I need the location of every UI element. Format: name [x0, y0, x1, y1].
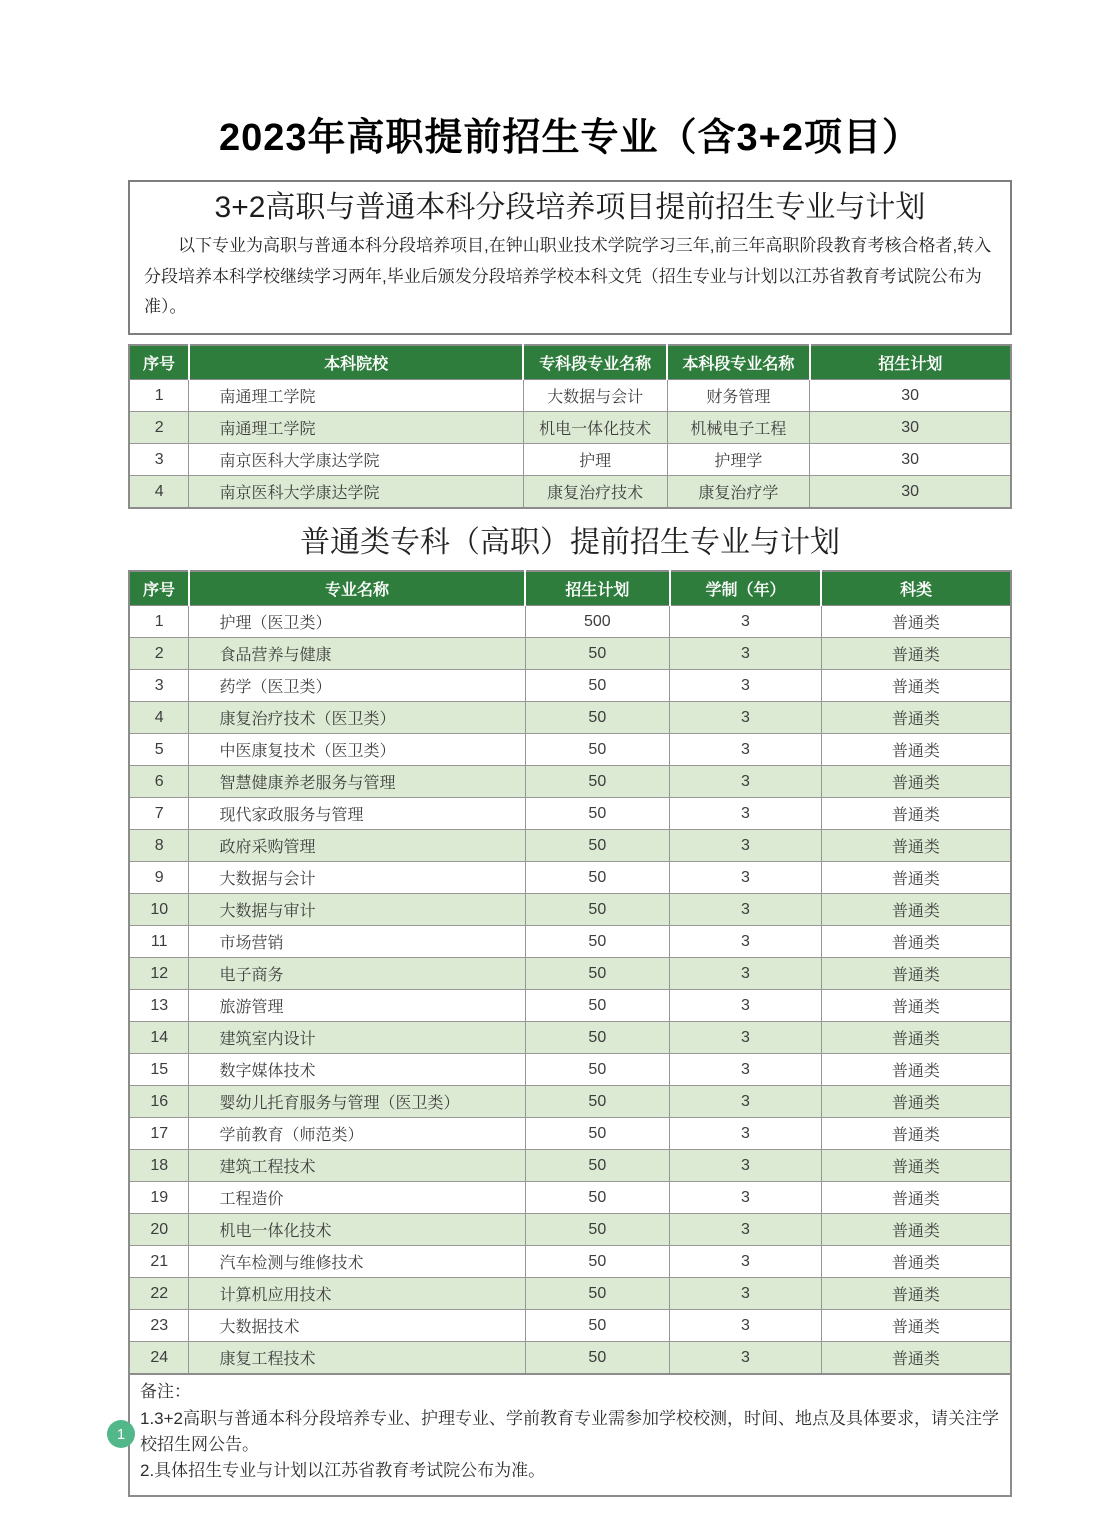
table-cell: 50: [525, 638, 670, 670]
table-cell: 500: [525, 606, 670, 638]
table-cell: 南京医科大学康达学院: [189, 444, 523, 476]
table-cell: 市场营销: [189, 926, 525, 958]
table-cell: 政府采购管理: [189, 830, 525, 862]
column-header: 序号: [129, 571, 189, 606]
table-cell: 普通类: [821, 670, 1011, 702]
table-cell: 普通类: [821, 606, 1011, 638]
table-cell: 建筑工程技术: [189, 1150, 525, 1182]
table-cell: 普通类: [821, 894, 1011, 926]
table-cell: 大数据与审计: [189, 894, 525, 926]
table-row: [129, 1278, 1011, 1310]
page-number-badge: [107, 1420, 135, 1448]
table-cell: 普通类: [821, 1182, 1011, 1214]
table-row: [129, 1086, 1011, 1118]
table-cell: 20: [129, 1214, 189, 1246]
table-cell: 普通类: [821, 1342, 1011, 1375]
table-cell: 1: [129, 606, 189, 638]
table-row: [129, 1118, 1011, 1150]
table-cell: 3: [670, 1310, 822, 1342]
table-row: [129, 734, 1011, 766]
table-cell: 10: [129, 894, 189, 926]
table-cell: 30: [810, 476, 1011, 509]
notes-box: [128, 1375, 1012, 1496]
table-cell: 50: [525, 1054, 670, 1086]
table-row: [129, 926, 1011, 958]
page-content: [128, 0, 1012, 1497]
section1-heading: 3+2高职与普通本科分段培养项目提前招生专业与计划: [214, 190, 926, 224]
table-cell: 食品营养与健康: [189, 638, 525, 670]
table-cell: 3: [670, 926, 822, 958]
table-cell: 50: [525, 830, 670, 862]
table-cell: 3: [670, 734, 822, 766]
table-cell: 12: [129, 958, 189, 990]
table-cell: 3: [670, 990, 822, 1022]
table-row: [129, 1182, 1011, 1214]
table-cell: 50: [525, 670, 670, 702]
table-cell: 工程造价: [189, 1182, 525, 1214]
table-cell: 14: [129, 1022, 189, 1054]
table-row: [129, 412, 1011, 444]
table-cell: 16: [129, 1086, 189, 1118]
table-cell: 50: [525, 1310, 670, 1342]
section-3plus2-box: [128, 180, 1012, 336]
table-cell: 建筑室内设计: [189, 1022, 525, 1054]
table-cell: 4: [129, 476, 189, 509]
table-row: [129, 1342, 1011, 1375]
column-header: 专科段专业名称: [523, 345, 667, 380]
column-header: 序号: [129, 345, 189, 380]
table-row: [129, 476, 1011, 509]
table-cell: 普通类: [821, 638, 1011, 670]
table-cell: 21: [129, 1246, 189, 1278]
table-cell: 普通类: [821, 958, 1011, 990]
table-cell: 婴幼儿托育服务与管理（医卫类）: [189, 1086, 525, 1118]
table-cell: 3: [670, 766, 822, 798]
table-cell: 普通类: [821, 1022, 1011, 1054]
table-cell: 康复治疗学: [667, 476, 810, 509]
table-cell: 3: [670, 1118, 822, 1150]
table-cell: 普通类: [821, 1310, 1011, 1342]
table-cell: 3: [670, 1214, 822, 1246]
table-cell: 普通类: [821, 1150, 1011, 1182]
table-cell: 普通类: [821, 1278, 1011, 1310]
table-cell: 3: [670, 894, 822, 926]
table-cell: 50: [525, 1086, 670, 1118]
table-cell: 南京医科大学康达学院: [189, 476, 523, 509]
table-cell: 南通理工学院: [189, 412, 523, 444]
table-cell: 护理（医卫类）: [189, 606, 525, 638]
table-row: [129, 1022, 1011, 1054]
table-cell: 数字媒体技术: [189, 1054, 525, 1086]
table-cell: 3: [670, 1246, 822, 1278]
table-cell: 大数据与会计: [523, 380, 667, 412]
table-row: [129, 444, 1011, 476]
table-row: [129, 1310, 1011, 1342]
table-cell: 普通类: [821, 1246, 1011, 1278]
table-cell: 3: [670, 1182, 822, 1214]
table-cell: 康复工程技术: [189, 1342, 525, 1375]
table-row: [129, 1214, 1011, 1246]
table-cell: 50: [525, 1278, 670, 1310]
table-cell: 18: [129, 1150, 189, 1182]
table-cell: 普通类: [821, 830, 1011, 862]
table-cell: 3: [670, 1342, 822, 1375]
column-header: 本科段专业名称: [667, 345, 810, 380]
table-cell: 普通类: [821, 990, 1011, 1022]
table-general-plan: [128, 570, 1012, 1375]
table-cell: 19: [129, 1182, 189, 1214]
note-item-2: 2.具体招生专业与计划以江苏省教育考试院公布为准。: [140, 1461, 546, 1481]
table-cell: 50: [525, 894, 670, 926]
table-row: [129, 638, 1011, 670]
table-cell: 机械电子工程: [667, 412, 810, 444]
page-number: 1: [116, 1425, 126, 1443]
table-3plus2-plan: [128, 344, 1012, 509]
section1-description: 以下专业为高职与普通本科分段培养项目,在钟山职业技术学院学习三年,前三年高职阶段教育考核合格者,转入分段培养本科学校继续学习两年,毕业后颁发分段培养学校本科文凭（招生专业与计划以江苏省教育考试院公布为准）。: [144, 235, 992, 317]
table-row: [129, 990, 1011, 1022]
table-cell: 7: [129, 798, 189, 830]
table-cell: 3: [129, 670, 189, 702]
table-cell: 汽车检测与维修技术: [189, 1246, 525, 1278]
table-cell: 9: [129, 862, 189, 894]
table-cell: 3: [670, 862, 822, 894]
table-cell: 3: [670, 1086, 822, 1118]
table-cell: 财务管理: [667, 380, 810, 412]
table-cell: 普通类: [821, 702, 1011, 734]
table-cell: 普通类: [821, 926, 1011, 958]
table-cell: 普通类: [821, 1214, 1011, 1246]
table-cell: 大数据技术: [189, 1310, 525, 1342]
table-cell: 30: [810, 412, 1011, 444]
table-row: [129, 702, 1011, 734]
column-header: 科类: [821, 571, 1011, 606]
table-row: [129, 1150, 1011, 1182]
table-cell: 8: [129, 830, 189, 862]
table-cell: 2: [129, 638, 189, 670]
table-cell: 50: [525, 1118, 670, 1150]
table-cell: 50: [525, 990, 670, 1022]
table-cell: 普通类: [821, 1118, 1011, 1150]
table-cell: 普通类: [821, 1054, 1011, 1086]
table-cell: 30: [810, 380, 1011, 412]
table-cell: 1: [129, 380, 189, 412]
section2-heading: 普通类专科（高职）提前招生专业与计划: [300, 526, 840, 560]
table-cell: 50: [525, 926, 670, 958]
table-cell: 药学（医卫类）: [189, 670, 525, 702]
table-cell: 大数据与会计: [189, 862, 525, 894]
table-cell: 50: [525, 798, 670, 830]
table-cell: 康复治疗技术（医卫类）: [189, 702, 525, 734]
table-cell: 50: [525, 1022, 670, 1054]
table-row: [129, 862, 1011, 894]
table-cell: 15: [129, 1054, 189, 1086]
table-cell: 南通理工学院: [189, 380, 523, 412]
table-cell: 3: [670, 958, 822, 990]
table-cell: 中医康复技术（医卫类）: [189, 734, 525, 766]
table-cell: 50: [525, 1182, 670, 1214]
table-row: [129, 1246, 1011, 1278]
table-row: [129, 830, 1011, 862]
table-cell: 3: [670, 1150, 822, 1182]
notes-label: 备注：: [140, 1382, 191, 1402]
table-cell: 机电一体化技术: [189, 1214, 525, 1246]
table-row: [129, 670, 1011, 702]
table-cell: 23: [129, 1310, 189, 1342]
table-cell: 2: [129, 412, 189, 444]
note-item-1: 1.3+2高职与普通本科分段培养专业、护理专业、学前教育专业需参加学校校测，时间、地点及具体要求，请关注学校招生网公告。: [140, 1408, 1000, 1455]
column-header: 招生计划: [810, 345, 1011, 380]
table-cell: 24: [129, 1342, 189, 1375]
table-cell: 17: [129, 1118, 189, 1150]
table-cell: 3: [670, 670, 822, 702]
table-cell: 11: [129, 926, 189, 958]
table-row: [129, 958, 1011, 990]
table-row: [129, 798, 1011, 830]
table-cell: 普通类: [821, 798, 1011, 830]
table-cell: 50: [525, 766, 670, 798]
table-cell: 50: [525, 734, 670, 766]
table-cell: 5: [129, 734, 189, 766]
table-row: [129, 1054, 1011, 1086]
table-cell: 50: [525, 862, 670, 894]
table-cell: 3: [670, 1054, 822, 1086]
table-cell: 50: [525, 1214, 670, 1246]
column-header: 招生计划: [525, 571, 670, 606]
table-cell: 旅游管理: [189, 990, 525, 1022]
table-cell: 3: [670, 798, 822, 830]
table-cell: 50: [525, 1150, 670, 1182]
table-cell: 50: [525, 1342, 670, 1375]
table-cell: 4: [129, 702, 189, 734]
table-cell: 护理学: [667, 444, 810, 476]
table-cell: 3: [670, 1022, 822, 1054]
table-cell: 智慧健康养老服务与管理: [189, 766, 525, 798]
column-header: 专业名称: [189, 571, 525, 606]
table-cell: 50: [525, 1246, 670, 1278]
table-cell: 学前教育（师范类）: [189, 1118, 525, 1150]
table-cell: 护理: [523, 444, 667, 476]
table-cell: 13: [129, 990, 189, 1022]
table-cell: 3: [670, 1278, 822, 1310]
table-cell: 22: [129, 1278, 189, 1310]
column-header: 本科院校: [189, 345, 523, 380]
table-cell: 50: [525, 958, 670, 990]
table-cell: 3: [670, 702, 822, 734]
table-cell: 普通类: [821, 1086, 1011, 1118]
column-header: 学制（年）: [670, 571, 822, 606]
table-cell: 计算机应用技术: [189, 1278, 525, 1310]
table-cell: 现代家政服务与管理: [189, 798, 525, 830]
table-header-row: [129, 571, 1011, 606]
table-cell: 3: [670, 606, 822, 638]
table-cell: 3: [670, 830, 822, 862]
table-row: [129, 606, 1011, 638]
table-cell: 3: [670, 638, 822, 670]
table-header-row: [129, 345, 1011, 380]
table-cell: 30: [810, 444, 1011, 476]
table-cell: 电子商务: [189, 958, 525, 990]
table-cell: 康复治疗技术: [523, 476, 667, 509]
table-cell: 普通类: [821, 862, 1011, 894]
table-row: [129, 380, 1011, 412]
table-cell: 普通类: [821, 766, 1011, 798]
page-title: 2023年高职提前招生专业（含3+2项目）: [219, 117, 921, 159]
table-cell: 普通类: [821, 734, 1011, 766]
table-row: [129, 894, 1011, 926]
table-cell: 50: [525, 702, 670, 734]
table-row: [129, 766, 1011, 798]
table-cell: 6: [129, 766, 189, 798]
table-cell: 3: [129, 444, 189, 476]
table-cell: 机电一体化技术: [523, 412, 667, 444]
